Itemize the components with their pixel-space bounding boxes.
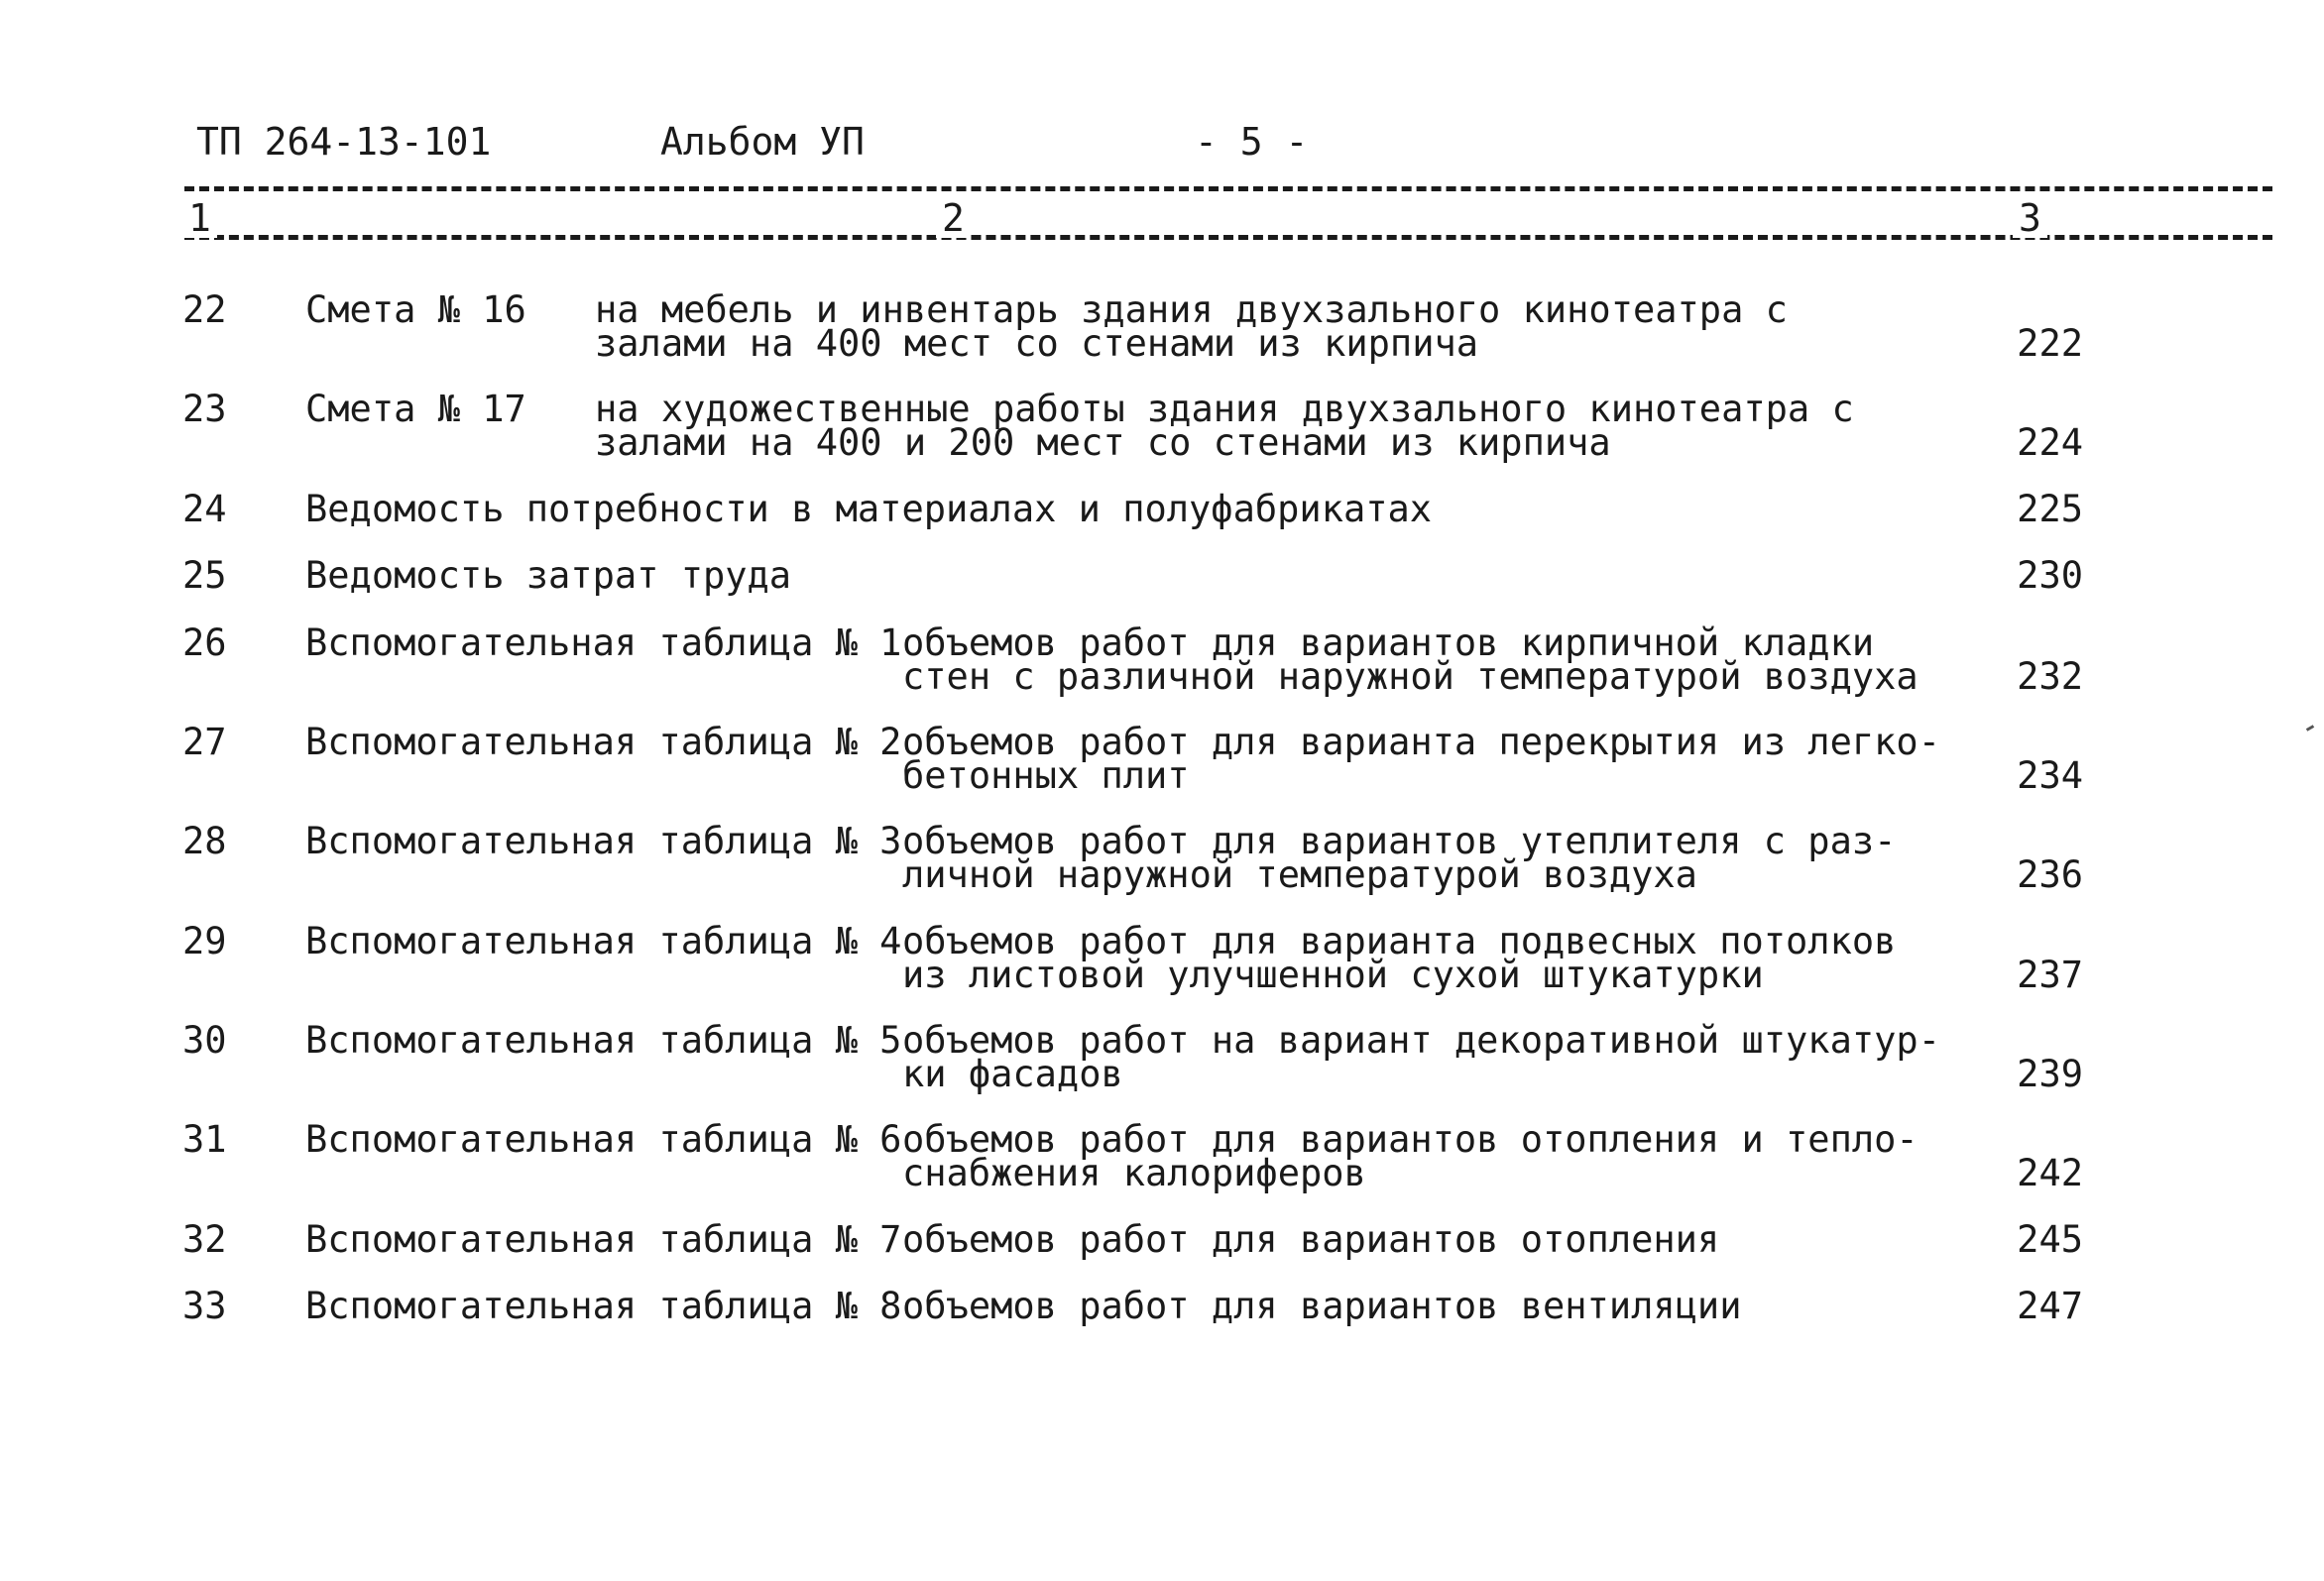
row-number: 23 [182,388,227,430]
row-document: Вспомогательная таблица № 5 [305,1019,902,1062]
row-document: Вспомогательная таблица № 3 [305,820,902,862]
row-number: 24 [182,488,227,530]
row-document: Вспомогательная таблица № 7 [305,1218,902,1261]
row-page: 222 [2017,322,2083,365]
row-document: Смета № 16 [305,288,526,331]
row-description: объемов работ для вариантов отопления и тепло- снабжения калориферов [902,1118,1918,1194]
row-number: 31 [182,1118,227,1161]
row-number: 33 [182,1285,227,1327]
row-page: 245 [2017,1218,2083,1261]
row-page: 230 [2017,554,2083,597]
row-page: 237 [2017,954,2083,996]
row-document: Вспомогательная таблица № 1 [305,621,902,664]
row-description: объемов работ для варианта перекрытия из легко- бетонных плит [902,721,1940,797]
row-description: объемов работ на вариант декоративной штукатур- ки фасадов [902,1019,1940,1095]
header-dashed-rule [184,186,2272,191]
row-description: на мебель и инвентарь здания двухзального кинотеатра с залами на 400 мест со стенами из кирпича [595,288,1788,365]
row-description: объемов работ для вариантов кирпичной кладки стен с различной наружной температурой воздуха [902,621,1918,698]
page-number: - 5 - [1195,120,1309,164]
row-number: 30 [182,1019,227,1062]
row-page: 242 [2017,1152,2083,1194]
row-page: 232 [2017,655,2083,698]
column-number-1: 1 [182,198,217,238]
column-number-2: 2 [936,198,971,238]
column-dashed-rule [184,235,2272,240]
row-document: Вспомогательная таблица № 8 [305,1285,902,1327]
row-number: 28 [182,820,227,862]
row-description: объемов работ для вариантов отопления [902,1218,1720,1261]
row-page: 236 [2017,853,2083,896]
row-document: Ведомость потребности в материалах и полуфабрикатах [305,488,1433,530]
row-description: объемов работ для вариантов вентиляции [902,1285,1742,1327]
row-number: 29 [182,920,227,962]
row-description: на художественные работы здания двухзального кинотеатра с залами на 400 и 200 мест со стенами из кирпича [595,388,1854,464]
row-page: 247 [2017,1285,2083,1327]
row-document: Вспомогательная таблица № 2 [305,721,902,763]
row-page: 239 [2017,1053,2083,1095]
row-number: 25 [182,554,227,597]
column-number-3: 3 [2013,198,2047,238]
row-page: 234 [2017,754,2083,797]
row-number: 27 [182,721,227,763]
row-page: 225 [2017,488,2083,530]
row-document: Смета № 17 [305,388,526,430]
row-number: 32 [182,1218,227,1261]
scan-speck [2306,725,2314,732]
row-document: Вспомогательная таблица № 4 [305,920,902,962]
row-document: Ведомость затрат труда [305,554,792,597]
row-description: объемов работ для вариантов утеплителя с раз- личной наружной температурой воздуха [902,820,1897,896]
album-label: Альбом УП [660,120,865,164]
row-document: Вспомогательная таблица № 6 [305,1118,902,1161]
row-number: 22 [182,288,227,331]
document-code: ТП 264-13-101 [196,120,492,164]
row-number: 26 [182,621,227,664]
row-page: 224 [2017,421,2083,464]
row-description: объемов работ для варианта подвесных потолков из листовой улучшенной сухой штукатурки [902,920,1897,996]
